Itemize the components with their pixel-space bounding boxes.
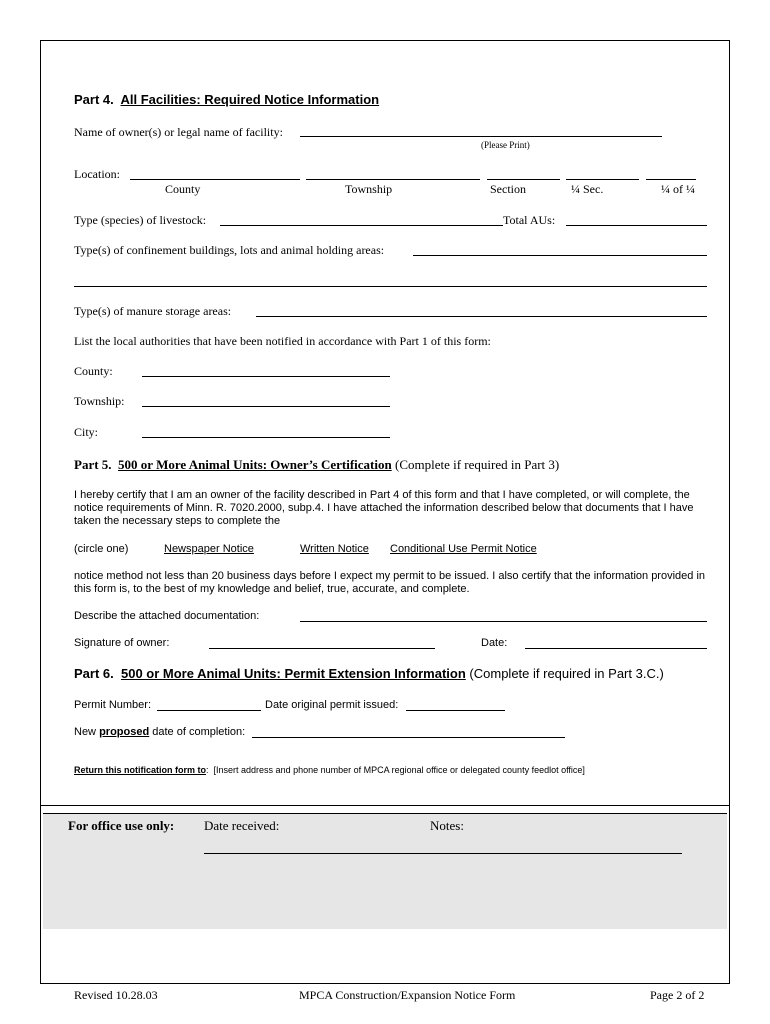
part4-title: All Facilities: Required Notice Information xyxy=(120,92,380,107)
part5-note: (Complete if required in Part 3) xyxy=(394,457,560,472)
section-caption: Section xyxy=(490,182,526,196)
part4-heading xyxy=(74,92,379,107)
confinement-field[interactable] xyxy=(413,255,707,256)
owner-label: Name of owner(s) or legal name of facility: xyxy=(74,125,283,139)
describe-field[interactable] xyxy=(300,621,707,622)
authority-city-field[interactable] xyxy=(142,437,390,438)
return-colon: : xyxy=(206,765,209,775)
footer-page-number: Page 2 of 2 xyxy=(650,988,705,1002)
manure-field[interactable] xyxy=(256,316,707,317)
return-address-placeholder: [Insert address and phone number of MPCA regional office or delegated county feedlot office] xyxy=(213,765,585,775)
part6-heading xyxy=(74,666,664,681)
date-received-label: Date received: xyxy=(204,818,280,833)
confinement-label: Type(s) of confinement buildings, lots and animal holding areas: xyxy=(74,243,385,257)
describe-label: Describe the attached documentation: xyxy=(74,610,260,622)
authority-city-label: City: xyxy=(74,425,99,439)
option-written-notice[interactable]: Written Notice xyxy=(300,543,369,555)
date-issued-field[interactable] xyxy=(406,710,505,711)
authority-county-label: County: xyxy=(74,364,113,378)
quarter-of-quarter-caption: ¼ of ¼ xyxy=(661,182,695,196)
part6-note: (Complete if required in Part 3.C.) xyxy=(469,666,664,681)
signature-date-field[interactable] xyxy=(525,648,707,649)
office-separator xyxy=(40,805,730,806)
footer-revised: Revised 10.28.03 xyxy=(74,988,158,1002)
quarter-section-field[interactable] xyxy=(566,179,639,180)
authority-township-field[interactable] xyxy=(142,406,390,407)
completion-proposed-word: proposed xyxy=(99,726,150,738)
county-caption: County xyxy=(165,182,201,196)
signature-field[interactable] xyxy=(209,648,435,649)
part4-number: Part 4. xyxy=(74,92,114,107)
completion-date-label xyxy=(74,726,245,738)
part5-number: Part 5. xyxy=(74,457,112,472)
signature-date-label: Date: xyxy=(481,637,508,649)
manure-label: Type(s) of manure storage areas: xyxy=(74,304,232,318)
completion-suffix: date of completion: xyxy=(152,726,246,738)
township-caption: Township xyxy=(345,182,393,196)
option-newspaper-notice[interactable]: Newspaper Notice xyxy=(164,543,254,555)
office-notes-field[interactable] xyxy=(204,853,682,854)
authority-township-label: Township: xyxy=(74,394,125,408)
signature-label: Signature of owner: xyxy=(74,637,170,649)
quarter-of-quarter-field[interactable] xyxy=(646,179,696,180)
quarter-section-caption: ¼ Sec. xyxy=(571,182,604,196)
permit-number-label: Permit Number: xyxy=(74,699,152,711)
option-conditional-use-permit-notice[interactable]: Conditional Use Permit Notice xyxy=(390,543,537,555)
completion-new-word: New xyxy=(74,726,97,738)
location-label: Location: xyxy=(74,167,120,181)
total-aus-field[interactable] xyxy=(566,225,707,226)
please-print-note: (Please Print) xyxy=(481,140,530,150)
authority-county-field[interactable] xyxy=(142,376,390,377)
part5-title: 500 or More Animal Units: Owner’s Certification xyxy=(118,457,392,472)
return-label: Return this notification form to xyxy=(74,765,206,775)
part6-title: 500 or More Animal Units: Permit Extension Information xyxy=(120,666,466,681)
confinement-field-line2[interactable] xyxy=(74,286,707,287)
part5-heading xyxy=(74,457,559,473)
completion-date-field[interactable] xyxy=(252,737,565,738)
owner-name-field[interactable] xyxy=(300,136,662,137)
county-location-field[interactable] xyxy=(130,179,300,180)
livestock-field[interactable] xyxy=(220,225,503,226)
authorities-label: List the local authorities that have been notified in accordance with Part 1 of this form: xyxy=(74,334,491,348)
notes-label: Notes: xyxy=(430,818,464,833)
township-location-field[interactable] xyxy=(306,179,480,180)
total-aus-label: Total AUs: xyxy=(503,213,556,227)
office-use-label: For office use only: xyxy=(68,818,175,833)
notice-method-text: notice method not less than 20 business days before I expect my permit to be issued. I also certify that the information provided in this form is, to the best of my knowledge and belief, true, accurate, and complete. xyxy=(74,570,706,595)
certification-text: I hereby certify that I am an owner of the facility described in Part 4 of this form and that I have completed, or will complete, the notice requirements of Minn. R. 7020.2000, subp.4. I have attached the information described below that documents that I have taken the necessary steps to complete the xyxy=(74,489,694,527)
date-issued-label: Date original permit issued: xyxy=(265,699,399,711)
section-field[interactable] xyxy=(487,179,560,180)
livestock-label: Type (species) of livestock: xyxy=(74,213,207,227)
footer-form-name: MPCA Construction/Expansion Notice Form xyxy=(299,988,516,1002)
office-top-border xyxy=(43,813,727,814)
circle-one-label: (circle one) xyxy=(74,543,129,555)
permit-number-field[interactable] xyxy=(157,710,261,711)
part6-number: Part 6. xyxy=(74,666,114,681)
return-instruction xyxy=(74,765,585,775)
